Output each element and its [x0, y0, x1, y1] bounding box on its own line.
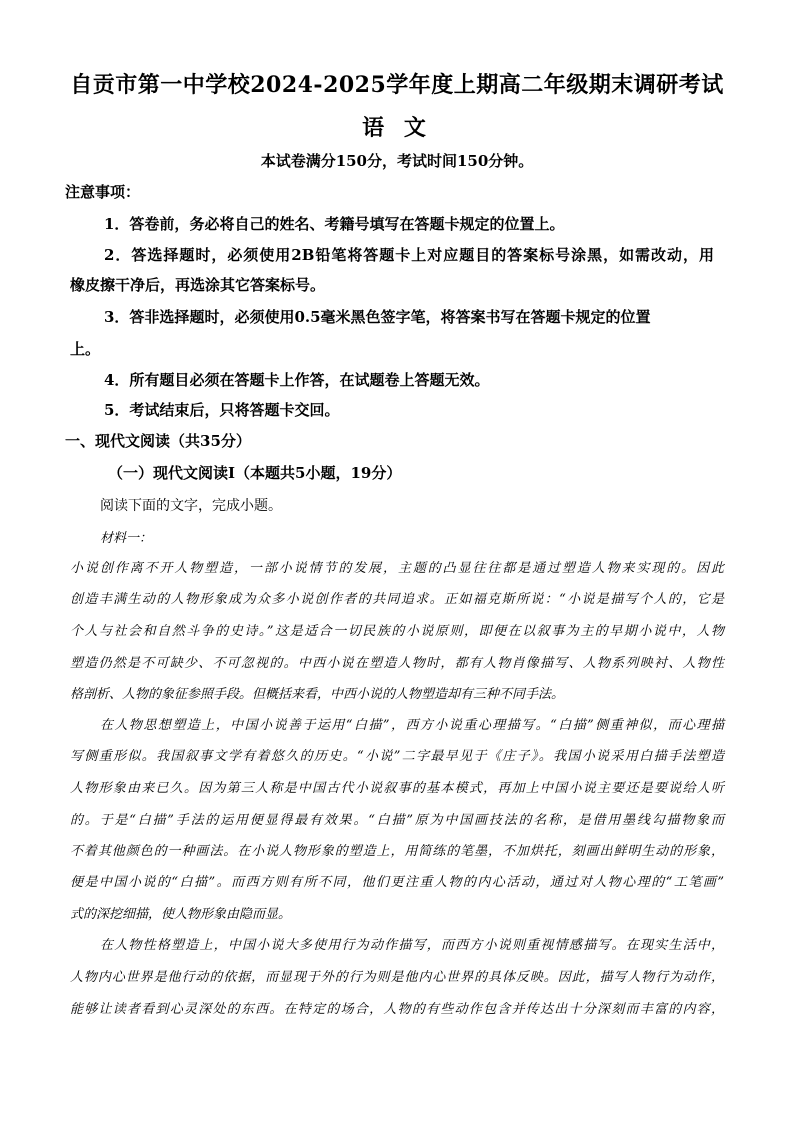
exam-title: 自贡市第一中学校2024-2025学年度上期高二年级期末调研考试	[70, 72, 724, 98]
subsection-heading: （一）现代文阅读Ⅰ（本题共5小题，19分）	[108, 464, 402, 482]
paragraph-line: 在人物思想塑造上，中国小说善于运用“白描”，西方小说重心理描写。“白描”侧重神似，而心理描	[100, 718, 724, 733]
paragraph-line: 不着其他颜色的一种画法。在小说人物形象的塑造上，用简练的笔墨，不加烘托，刻画出鲜明生动的形象，	[70, 844, 724, 859]
subject-title: 语 文	[362, 115, 432, 141]
notice-item-5: 5．考试结束后，只将答题卡交回。	[104, 401, 340, 419]
paragraph-line: 的。于是“白描”手法的运用便显得最有效果。“白描”原为中国画技法的名称，是借用墨线勾描物象而	[70, 813, 724, 828]
notice-item-3: 3．答非选择题时，必须使用0.5毫米黑色签字笔，将答案书写在答题卡规定的位置	[104, 308, 651, 326]
paragraph-line: 人物内心世界是他行动的依据，而显现于外的行为则是他内心世界的具体反映。因此，描写人物行为动作，	[70, 970, 724, 985]
reading-instruction: 阅读下面的文字，完成小题。	[100, 498, 282, 514]
notice-item-3-continued: 上。	[70, 340, 101, 358]
paragraph-line: 创造丰满生动的人物形象成为众多小说创作者的共同追求。正如福克斯所说：“小说是描写个人的，它是	[70, 592, 724, 607]
paragraph-line: 格剖析、人物的象征参照手段。但概括来看，中西小说的人物塑造却有三种不同手法。	[70, 687, 565, 702]
paragraph-line: 塑造仍然是不可缺少、不可忽视的。中西小说在塑造人物时，都有人物肖像描写、人物系列映衬、人物性	[70, 656, 724, 671]
paragraph-line: 写侧重形似。我国叙事文学有着悠久的历史。“小说”二字最早见于《庄子》。我国小说采用白描手法塑造	[70, 749, 724, 764]
paragraph-line: 便是中国小说的“白描”。而西方则有所不同，他们更注重人物的内心活动，通过对人物心理的“工笔画”	[70, 875, 724, 890]
paragraph-line: 人物形象由来已久。因为第三人称是中国古代小说叙事的基本模式，再加上中国小说主要还是要说给人听	[70, 781, 724, 796]
notice-item-4: 4．所有题目必须在答题卡上作答，在试题卷上答题无效。	[104, 371, 490, 389]
paragraph-line: 小说创作离不开人物塑造，一部小说情节的发展，主题的凸显往往都是通过塑造人物来实现的。因此	[70, 561, 724, 576]
notice-item-2-continued: 橡皮擦干净后，再选涂其它答案标号。	[70, 276, 326, 294]
paragraph-line: 个人与社会和自然斗争的史诗。”这是适合一切民族的小说原则，即便在以叙事为主的早期小说中，人物	[70, 624, 724, 639]
exam-info: 本试卷满分150分，考试时间150分钟。	[260, 152, 534, 170]
material-label: 材料一：	[100, 531, 153, 546]
notice-heading: 注意事项：	[65, 183, 141, 201]
paragraph-line: 在人物性格塑造上，中国小说大多使用行为动作描写，而西方小说则重视情感描写。在现实生活中，	[100, 938, 724, 953]
paragraph-line: 式的深挖细描，使人物形象由隐而显。	[70, 907, 292, 922]
section-heading: 一、现代文阅读（共35分）	[65, 432, 251, 450]
paragraph-line: 能够让读者看到心灵深处的东西。在特定的场合，人物的有些动作包含并传达出十分深刻而丰富的内容，	[70, 1002, 724, 1017]
notice-item-2: 2．答选择题时，必须使用2B铅笔将答题卡上对应题目的答案标号涂黑，如需改动，用	[104, 246, 714, 264]
notice-item-1: 1．答卷前，务必将自己的姓名、考籍号填写在答题卡规定的位置上。	[104, 215, 565, 233]
